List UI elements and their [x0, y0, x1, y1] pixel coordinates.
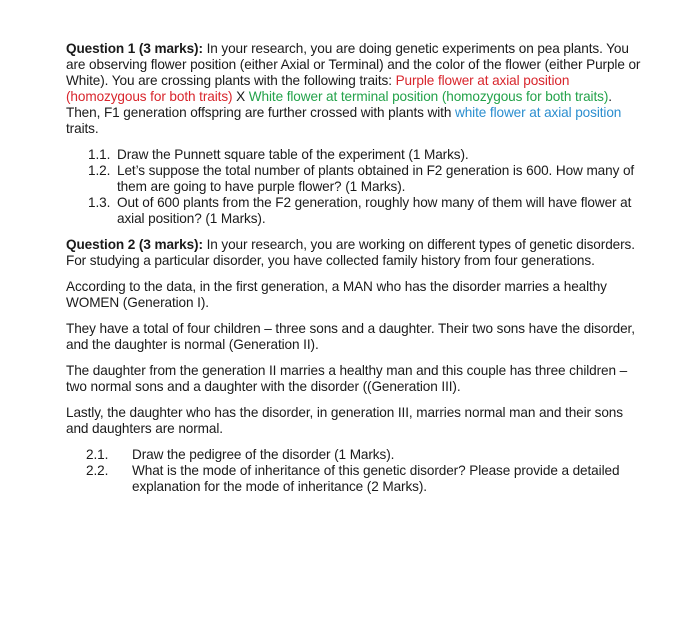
subquestion-text: Draw the Punnett square table of the experiment (1 Marks).	[117, 147, 469, 162]
parent-1-trait: Purple flower at axial position (homozygous for both traits)	[66, 73, 570, 104]
subquestion-1-1	[88, 147, 646, 163]
question-1-heading: Question 1 (3 marks):	[66, 41, 203, 56]
subquestion-number: 1.1.	[88, 147, 111, 162]
question-1-paragraph	[66, 41, 646, 137]
subquestion-number: 1.2.	[88, 163, 111, 178]
test-cross-trait: white flower at axial position	[455, 105, 622, 120]
parent-2-trait: White flower at terminal position (homozygous for both traits)	[248, 89, 609, 104]
question-2-heading: Question 2 (3 marks):	[66, 237, 203, 252]
subquestion-number: 1.3.	[88, 195, 111, 210]
subquestion-number: 2.2.	[86, 463, 109, 478]
subquestion-text: Let’s suppose the total number of plants obtained in F2 generation is 600. How many of them are going to have purple flower? (1 Marks).	[117, 163, 635, 194]
question-2-intro: In your research, you are working on different types of genetic disorders. For studying a particular disorder, you have collected family history from four generations.	[66, 237, 635, 268]
question-1-intro: In your research, you are doing genetic experiments on pea plants. You are observing flower position (either Axial or Terminal) and the color of the flower (either Purple or White). You are crossing plants with the following traits:	[66, 41, 641, 88]
question-1-mid: . Then, F1 generation offspring are further crossed with plants with	[66, 89, 612, 120]
subquestion-text: Out of 600 plants from the F2 generation, roughly how many of them will have flower at axial position? (1 Marks).	[117, 195, 632, 226]
question-2-subquestions	[86, 447, 646, 495]
subquestion-1-2	[88, 163, 646, 195]
cross-symbol: X	[232, 89, 249, 104]
generation-1-paragraph: According to the data, in the first generation, a MAN who has the disorder marries a healthy WOMEN (Generation I).	[66, 279, 607, 310]
subquestion-text: What is the mode of inheritance of this genetic disorder? Please provide a detailed explanation for the mode of inheritance (2 Marks).	[132, 463, 620, 494]
question-2-paragraph	[66, 237, 646, 269]
question-1-subquestions	[88, 147, 646, 227]
generation-4-paragraph: Lastly, the daughter who has the disorder, in generation III, marries normal man and their sons and daughters are normal.	[66, 405, 623, 436]
question-1-end: traits.	[66, 121, 99, 136]
generation-3-paragraph: The daughter from the generation II marries a healthy man and this couple has three children – two normal sons and a daughter with the disorder ((Generation III).	[66, 363, 628, 394]
subquestion-text: Draw the pedigree of the disorder (1 Marks).	[132, 447, 395, 462]
subquestion-number: 2.1.	[86, 447, 109, 462]
subquestion-2-2	[86, 463, 646, 495]
question-document	[66, 41, 646, 495]
subquestion-2-1	[86, 447, 646, 463]
subquestion-1-3	[88, 195, 646, 227]
generation-2-paragraph: They have a total of four children – three sons and a daughter. Their two sons have the disorder, and the daughter is normal (Generation II).	[66, 321, 635, 352]
